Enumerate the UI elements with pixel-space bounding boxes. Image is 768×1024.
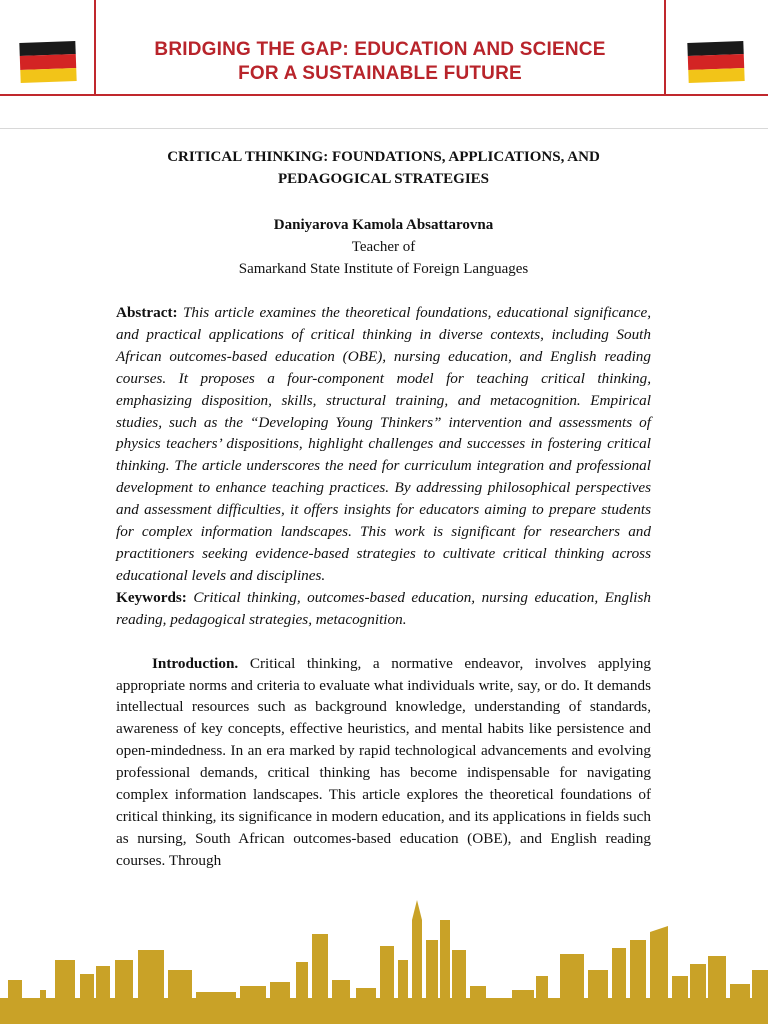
journal-title (100, 38, 660, 86)
header-divider-left (94, 0, 96, 95)
german-flag-icon (687, 41, 744, 83)
introduction-label: Introduction. (152, 654, 239, 672)
journal-header (0, 0, 768, 100)
header-rule (0, 94, 768, 96)
keywords-label: Keywords: (116, 588, 187, 606)
article-title (116, 146, 651, 190)
introduction-paragraph (116, 653, 651, 881)
author-position: Teacher of (351, 239, 416, 255)
german-flag-icon (19, 41, 76, 83)
article-body (116, 146, 651, 881)
keywords-text: Critical thinking, outcomes-based education, nursing education, English reading, pedagogical strategies, metacognition. (116, 588, 652, 628)
keywords-paragraph (116, 587, 651, 631)
author-institution: Samarkand State Institute of Foreign Languages (238, 261, 529, 277)
abstract-paragraph (116, 302, 651, 587)
header-separator (0, 128, 768, 129)
introduction-text: Critical thinking, a normative endeavor, involves applying appropriate norms and criteria to evaluate what individuals write, say, or do. It demands intellectual resources such as background knowledge, understanding of standards, awareness of key concepts, effective heuristics, and mental habits like persistence and open-mindedness. In an era marked by rapid technological advancements and evolving professional demands, critical thinking has become indispensable for navigating complex information landscapes. This article explores the theoretical foundations of critical thinking, its significance in modern education, and its applications in fields such as nursing, South African outcomes-based education (OBE), and English reading courses. Through (116, 654, 651, 869)
article-title-line2: PEDAGOGICAL STRATEGIES (277, 171, 490, 187)
journal-title-line2: FOR A SUSTAINABLE FUTURE (238, 63, 522, 84)
header-divider-right (664, 0, 666, 95)
article-title-line1: CRITICAL THINKING: FOUNDATIONS, APPLICATIONS, AND (167, 149, 600, 165)
journal-title-line1: BRIDGING THE GAP: EDUCATION AND SCIENCE (154, 39, 606, 60)
abstract-text: This article examines the theoretical foundations, educational significance, and practical applications of critical thinking in diverse contexts, including South African outcomes-based education (OBE), nursing education, and English reading courses. It proposes a four-component model for teaching critical thinking, emphasizing disposition, skills, structural training, and metacognition. Empirical studies, such as the “Developing Young Thinkers” intervention and assessments of physics teachers’ dispositions, highlight challenges and successes in fostering critical thinking. The article underscores the need for curriculum integration and professional development to enhance teaching practices. By addressing philosophical perspectives and assessment difficulties, it offers insights for educators aiming to prepare students for complex information landscapes. This work is significant for researchers and practitioners seeking evidence-based strategies to cultivate critical thinking across educational levels and disciplines. (116, 304, 652, 584)
abstract-label: Abstract: (116, 304, 178, 321)
author-name: Daniyarova Kamola Absattarovna (273, 217, 494, 233)
city-skyline-illustration (0, 890, 768, 1024)
